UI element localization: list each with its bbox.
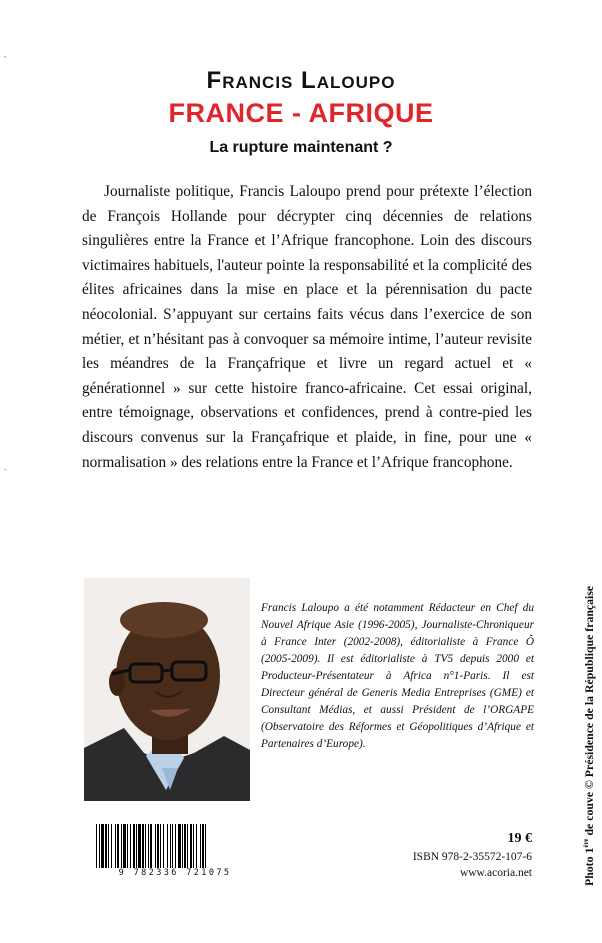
barcode-bar [190,824,192,870]
barcode-bar [178,824,181,870]
barcode-bar [108,824,109,870]
barcode-bar [202,824,204,870]
barcode-bar [200,824,201,870]
barcode-bar [187,824,188,870]
book-subtitle: La rupture maintenant ? [209,139,393,156]
isbn-number: ISBN 978-2-35572-107-6 [412,851,532,863]
barcode-bar [167,824,168,870]
barcode-bar [130,824,131,870]
author-photo [84,578,250,801]
trim-mark: - [4,465,7,474]
book-blurb: Journaliste politique, Francis Laloupo prend pour prétexte l’élection de François Hollande pour décrypter cinq décennies de relations singulières entre la France et l’Afrique francophone. Loin des discours victimaires habituels, l'auteur pointe la responsabilité et la complicité des élites africaines dans la mise en place et la pérennisation du pacte néocolonial. S’appuyant sur certains faits vécus dans l’exercice de son métier, et n’hésitant pas à convoquer sa mémoire intime, l’auteur revisite les méandres de la Françafrique et livre un regard actuel et « générationnel » sur cette histoire franco-africaine. Cet essai original, entre témoignage, observations et confidences, prend à contre-pied les discours convenus sur la Françafrique et plaide, in fine, pour une « normalisation » des relations entre la France et l’Afrique francophone. [82,183,532,471]
barcode-bar [121,824,122,870]
barcode-bar [193,824,194,870]
barcode-bar [115,824,116,870]
isbn-barcode [88,822,262,882]
barcode-bar [138,824,141,870]
credit-prefix: Photo 1 [582,847,596,886]
price: 19 € [507,831,532,846]
barcode-bar [163,824,164,870]
cover-header [0,66,602,160]
barcode-bar [101,824,104,870]
barcode-bar [172,824,173,870]
barcode-bar [160,824,161,870]
author-name: Francis Laloupo [206,67,396,94]
barcode-bar [105,824,107,870]
barcode-bar [117,824,119,870]
publisher-website: www.acoria.net [459,867,532,879]
barcode-digits: 9 782336 721075 [88,868,262,878]
barcode-bar [136,824,137,870]
barcode-bar [182,824,183,870]
barcode-bar [133,824,135,870]
barcode-bar [142,824,144,870]
trim-mark: , [4,50,6,59]
barcode-bar [123,824,126,870]
barcode-bar [96,824,97,870]
barcode-bar [155,824,156,870]
book-title: FRANCE - AFRIQUE [168,98,434,128]
photo-credit [582,586,597,886]
barcode-bar [145,824,146,870]
barcode-bar [205,824,206,870]
barcode-bar [99,824,100,870]
barcode-bar [157,824,159,870]
barcode-bar [175,824,176,870]
barcode-bar [111,824,112,870]
barcode-bar [150,824,152,870]
credit-suffix: de couve © Présidence de la République française [582,585,596,839]
barcode-bar [196,824,197,870]
credit-superscript: ère [582,838,591,848]
barcode-bar [184,824,186,870]
barcode-bar [170,824,171,870]
barcode-bar [148,824,149,870]
author-bio: Francis Laloupo a été notamment Rédacteur en Chef du Nouvel Afrique Asie (1996-2005), Journaliste-Chroniqueur à France Inter (2002-2008), éditorialiste à France Ô (2005-2009). Il est éditorialiste à TV5 depuis 2000 et Producteur-Présentateur à Africa n°1-Paris. Il est Directeur général de Generis Media Entreprises (GME) et Consultant Médias, et aussi Président de l’ORGAPE (Observatoire des Réformes et Géopolitiques d’Afrique et Partenaires d’Europe). [261,602,534,750]
barcode-bar [127,824,128,870]
